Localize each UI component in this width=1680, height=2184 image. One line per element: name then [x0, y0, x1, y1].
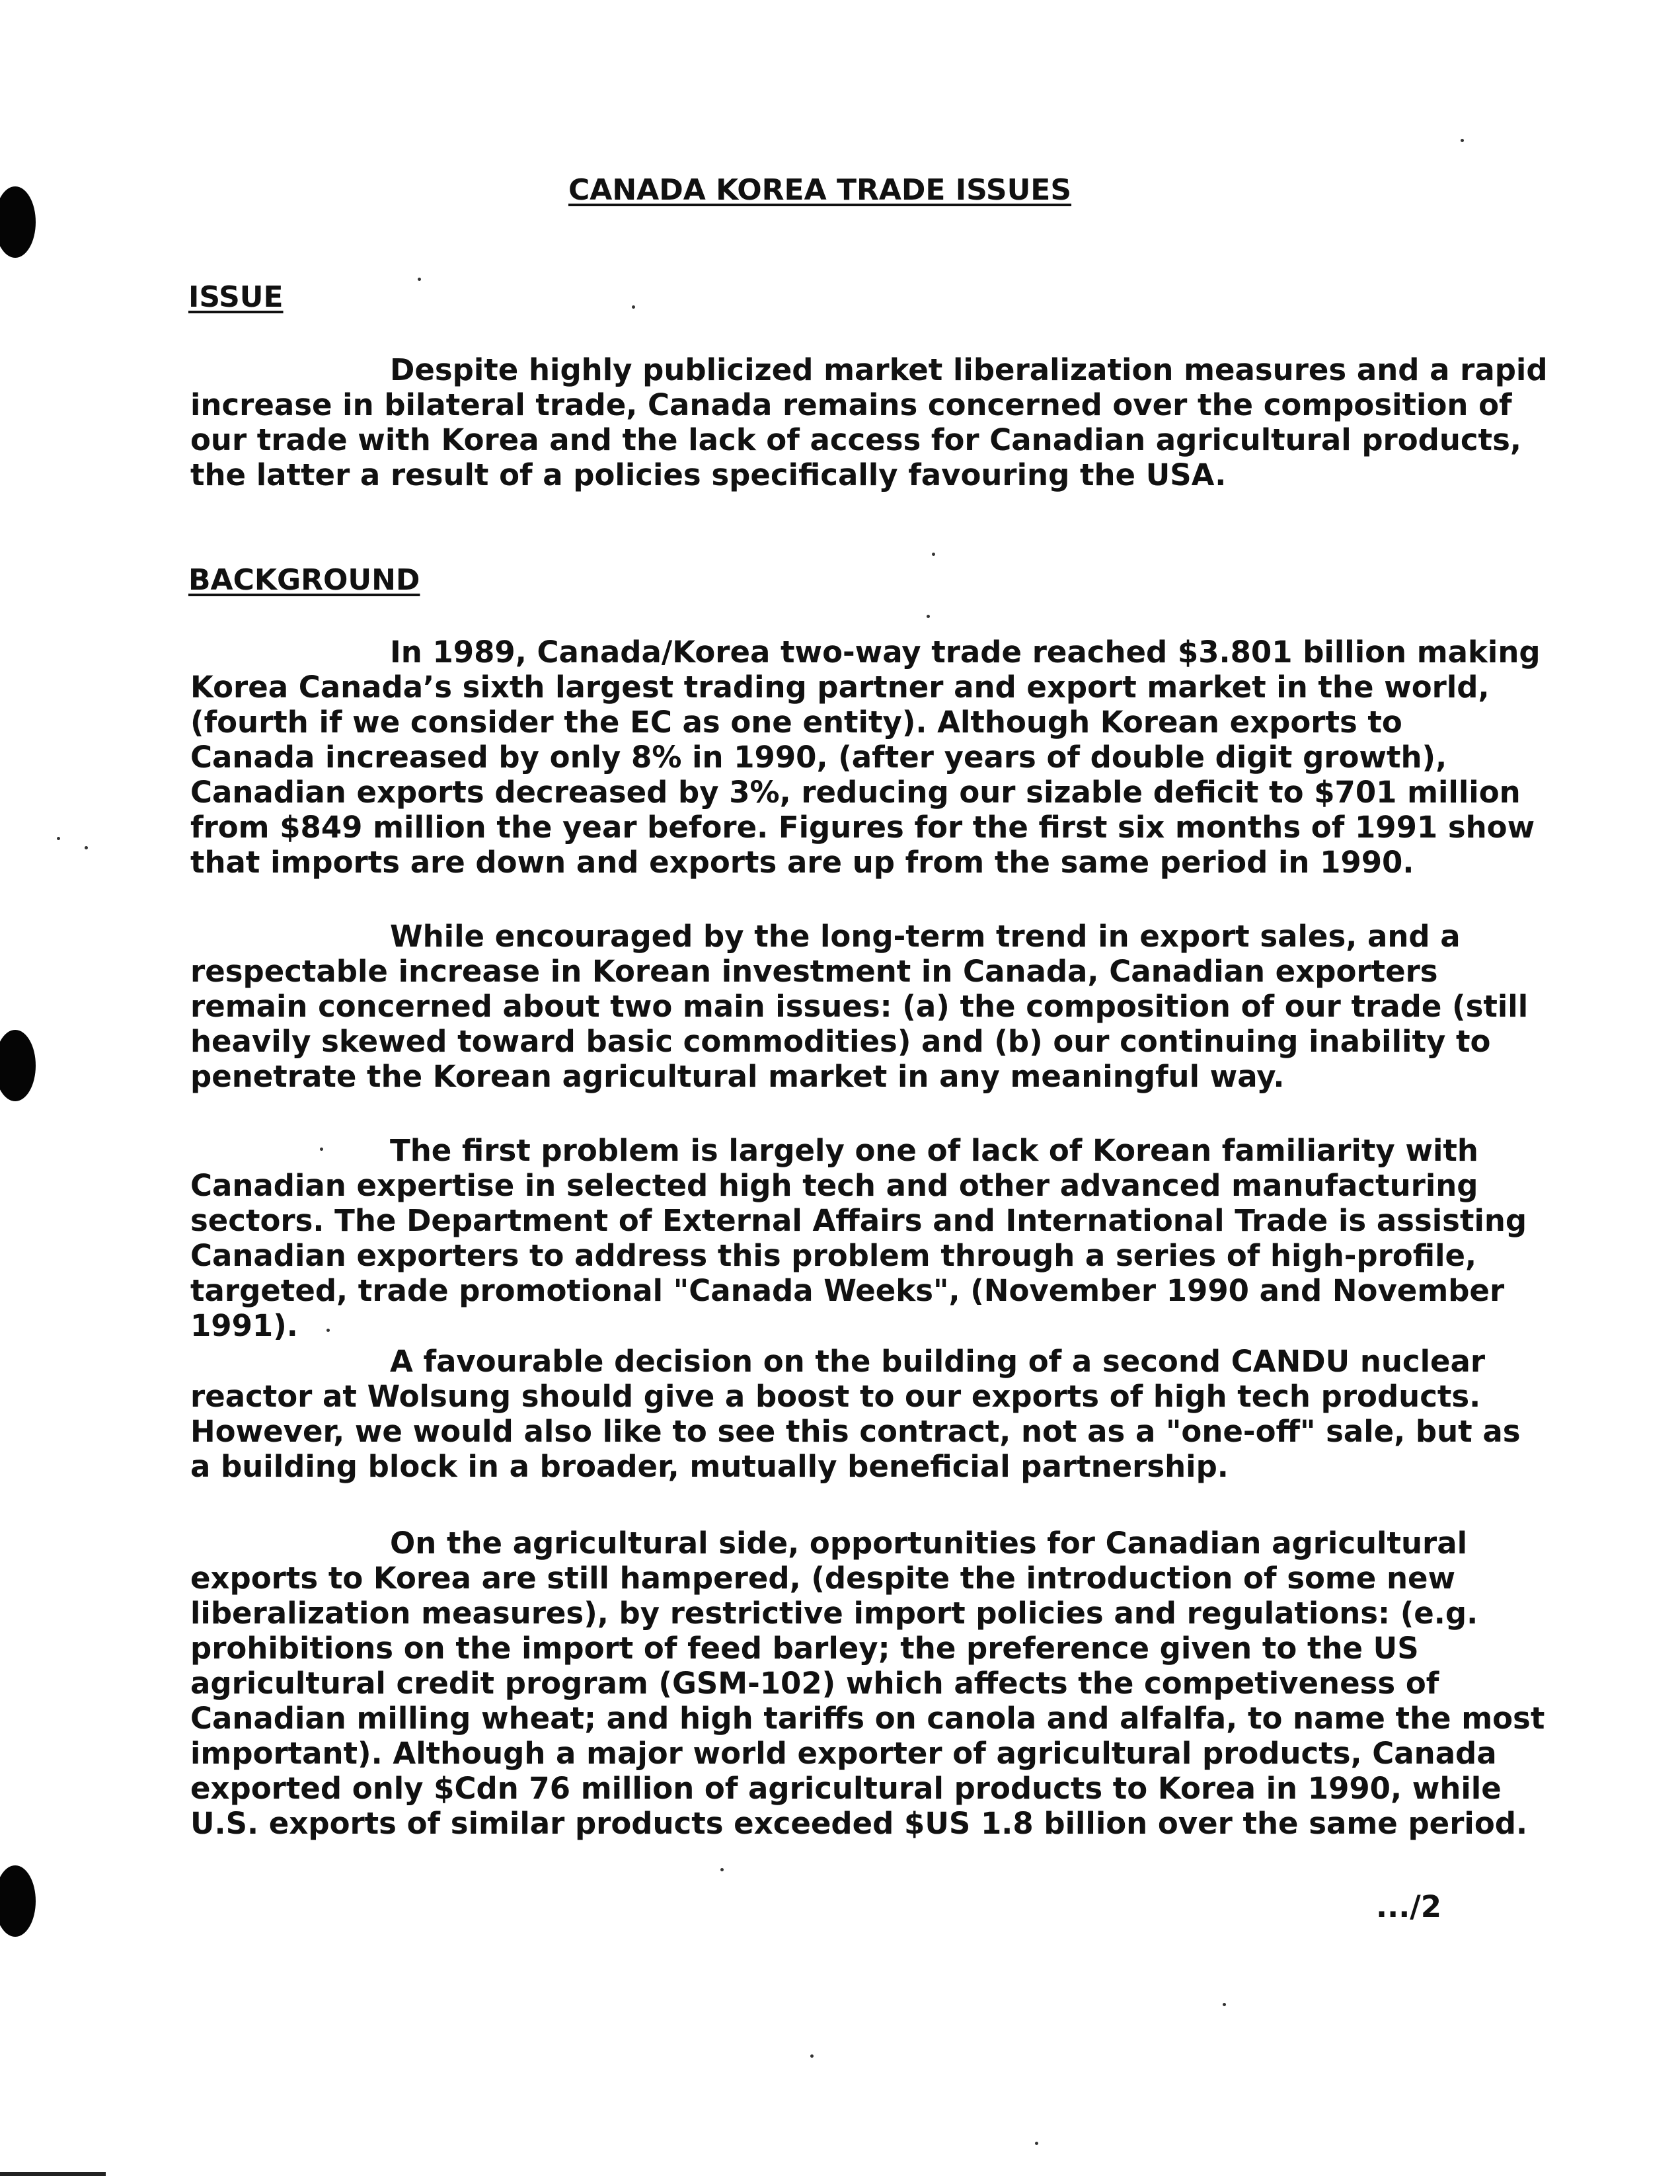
punch-hole-top	[0, 186, 36, 258]
text-line: sectors. The Department of External Affairs and International Trade is assisting	[190, 1203, 1527, 1238]
scan-speck	[810, 2054, 814, 2058]
background-heading: BACKGROUND	[188, 563, 420, 597]
text-line: Canadian milling wheat; and high tariffs on canola and alfalfa, to name the most	[190, 1701, 1545, 1736]
text-line: important). Although a major world exporter of agricultural products, Canada	[190, 1736, 1497, 1771]
scan-speck	[418, 278, 421, 281]
scan-speck	[1461, 139, 1464, 142]
text-line: Despite highly publicized market liberalization measures and a rapid	[390, 352, 1548, 387]
scan-edge-mark	[0, 2172, 106, 2176]
text-line: Korea Canada’s sixth largest trading partner and export market in the world,	[190, 670, 1490, 705]
text-line: from $849 million the year before. Figures for the first six months of 1991 show	[190, 810, 1535, 845]
scan-speck	[326, 1329, 330, 1332]
text-line: that imports are down and exports are up from the same period in 1990.	[190, 845, 1414, 880]
text-line: exports to Korea are still hampered, (despite the introduction of some new	[190, 1561, 1456, 1596]
punch-hole-middle	[0, 1030, 36, 1101]
text-line: 1991).	[190, 1308, 298, 1343]
scan-speck	[1035, 2142, 1038, 2145]
text-line: The first problem is largely one of lack of Korean familiarity with	[390, 1133, 1478, 1168]
background-paragraph-5	[190, 1526, 1545, 1841]
text-line: penetrate the Korean agricultural market in any meaningful way.	[190, 1059, 1285, 1094]
background-paragraph-4	[190, 1344, 1521, 1484]
page-continuation-marker: .../2	[1376, 1889, 1442, 1924]
text-line: U.S. exports of similar products exceeded $US 1.8 billion over the same period.	[190, 1806, 1528, 1841]
scan-speck	[632, 305, 635, 309]
text-line: liberalization measures), by restrictive import policies and regulations: (e.g.	[190, 1596, 1478, 1631]
text-line: remain concerned about two main issues: (a) the composition of our trade (still	[190, 989, 1529, 1024]
scan-speck	[932, 553, 935, 556]
background-paragraph-3	[190, 1133, 1527, 1343]
text-line: exported only $Cdn 76 million of agricultural products to Korea in 1990, while	[190, 1771, 1502, 1806]
text-line: reactor at Wolsung should give a boost to our exports of high tech products.	[190, 1379, 1481, 1414]
scan-speck	[85, 846, 88, 849]
text-line: Canadian expertise in selected high tech and other advanced manufacturing	[190, 1168, 1478, 1203]
text-line: the latter a result of a policies specifically favouring the USA.	[190, 457, 1227, 492]
scan-speck	[57, 837, 60, 840]
issue-paragraph	[190, 352, 1548, 492]
text-line: A favourable decision on the building of a second CANDU nuclear	[390, 1344, 1486, 1379]
text-line: While encouraged by the long-term trend in export sales, and a	[390, 919, 1461, 954]
text-line: respectable increase in Korean investment in Canada, Canadian exporters	[190, 954, 1438, 989]
text-line: Canadian exporters to address this problem through a series of high-profile,	[190, 1238, 1477, 1273]
text-line: targeted, trade promotional "Canada Weeks", (November 1990 and November	[190, 1273, 1505, 1308]
scan-speck	[1223, 2003, 1226, 2006]
text-line: a building block in a broader, mutually beneficial partnership.	[190, 1449, 1229, 1484]
text-line: agricultural credit program (GSM-102) which affects the competiveness of	[190, 1666, 1439, 1701]
document-title: CANADA KOREA TRADE ISSUES	[568, 173, 1072, 207]
punch-hole-bottom	[0, 1865, 36, 1937]
text-line: On the agricultural side, opportunities for Canadian agricultural	[390, 1526, 1467, 1561]
scan-speck	[720, 1868, 724, 1871]
issue-heading: ISSUE	[188, 280, 284, 314]
scan-speck	[320, 1148, 323, 1151]
text-line: prohibitions on the import of feed barley; the preference given to the US	[190, 1631, 1419, 1666]
text-line: In 1989, Canada/Korea two-way trade reached $3.801 billion making	[390, 635, 1541, 670]
text-line: our trade with Korea and the lack of access for Canadian agricultural products,	[190, 422, 1521, 457]
background-paragraph-2	[190, 919, 1529, 1094]
scan-speck	[927, 615, 930, 618]
text-line: increase in bilateral trade, Canada remains concerned over the composition of	[190, 387, 1512, 422]
text-line: (fourth if we consider the EC as one entity). Although Korean exports to	[190, 705, 1402, 740]
text-line: However, we would also like to see this contract, not as a "one-off" sale, but as	[190, 1414, 1521, 1449]
text-line: Canadian exports decreased by 3%, reducing our sizable deficit to $701 million	[190, 775, 1521, 810]
background-paragraph-1	[190, 635, 1541, 880]
text-line: Canada increased by only 8% in 1990, (after years of double digit growth),	[190, 740, 1447, 775]
text-line: heavily skewed toward basic commodities) and (b) our continuing inability to	[190, 1024, 1491, 1059]
